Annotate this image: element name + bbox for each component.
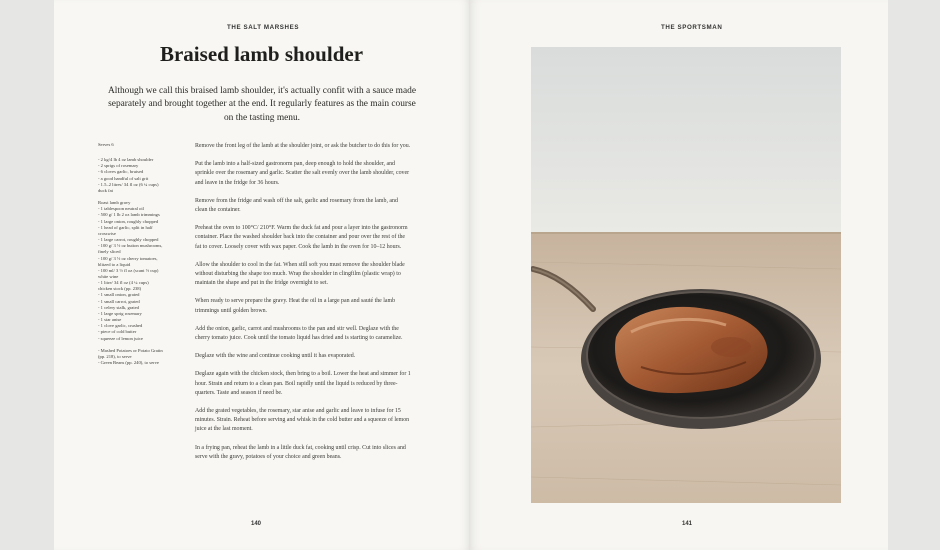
method-step: Allow the shoulder to cool in the fat. When still soft you must remove the shoulder blade without disturbing the shape too much. Wrap the shoulder in clingfilm (plastic wrap) to maintain the shape and put in the fridge overnight to set.: [195, 261, 405, 287]
running-head-left: THE SALT MARSHES: [227, 24, 300, 31]
ingredient-item: blitzed to a liquid: [98, 261, 131, 267]
ingredient-item: - 500 g/ 1 lb 2 oz lamb trimmings: [98, 212, 160, 218]
method-step: Add the onion, garlic, carrot and mushrooms to the pan and stir well. Deglaze with the cherry tomato juice. Cook until the tomato liquid has dried and is starting to caramelize.: [195, 325, 403, 342]
ingredients-list: [98, 142, 190, 372]
ingredient-item: - 1 litre/ 34 fl oz (4 ¼ cups): [98, 280, 149, 286]
ingredient-item: - 1 small carrot, grated: [98, 298, 140, 304]
recipe-intro: Although we call this braised lamb shoulder, it's actually confit with a sauce made separately and brought together at the end. It regularly features as the main course on the tasting menu.: [107, 86, 416, 123]
ingredient-item: duck fat: [98, 187, 113, 193]
ingredient-item: chicken stock (pp. 238): [98, 286, 142, 292]
ingredient-item: - 1 celery stalk, grated: [98, 304, 139, 310]
recipe-title: Braised lamb shoulder: [159, 42, 364, 66]
serves-label: Serves 6: [98, 142, 114, 147]
method-text: [195, 142, 411, 471]
left-page: [54, 0, 469, 550]
method-step: Preheat the oven to 100°C/ 210°F. Warm the duck fat and pour a layer into the gastronorm container. Place the washed shoulder back into the container and pour over the rest of the fat to cover. Loosely cover with wax paper. Cook the lamb in the oven for 10–12 hours.: [195, 225, 408, 250]
ingredient-item: - 1 head of garlic, split in half: [98, 224, 153, 230]
braised-lamb-photo: [531, 47, 841, 503]
method-step: In a frying pan, reheat the lamb in a little duck fat, cooking until crisp. Cut into slices and serve with the gravy, potatoes of your choice and green beans.: [195, 444, 406, 460]
method-step: Deglaze again with the chicken stock, then bring to a boil. Lower the heat and simmer for 1 hour. Strain and return to a clean pan. Boil rapidly until the liquid is reduced by three-quarters. Taste and season if need be.: [195, 371, 411, 396]
ingredient-item: finely sliced: [98, 249, 121, 255]
ingredient-item: - 1 star anise: [98, 317, 122, 323]
ingredient-item: - 6 cloves garlic, bruised: [98, 169, 144, 175]
method-step: Add the grated vegetables, the rosemary, star anise and garlic and leave to infuse for 15 minutes. Strain. Reheat before serving and whisk in the cold butter and a squeeze of lemon juice at the last moment.: [195, 408, 410, 433]
ingredient-item: - 2 kg/4 lb 4 oz lamb shoulder: [98, 157, 154, 163]
gravy-heading: Roast lamb gravy: [98, 200, 131, 206]
ingredient-item: - 1.5–2 litres/ 34 fl oz (6 ¼ cups): [98, 181, 159, 187]
method-step: Remove from the fridge and wash off the salt, garlic and rosemary from the lamb, and clean the container.: [195, 197, 398, 214]
ingredient-item: - Green Beans (pp. 240), to serve: [98, 360, 159, 365]
ingredient-item: - 1 large onion, roughly chopped: [98, 218, 159, 224]
method-step: When ready to serve prepare the gravy. Heat the oil in a large pan and sauté the lamb trimmings until golden brown.: [195, 298, 396, 314]
method-step: Remove the front leg of the lamb at the shoulder joint, or ask the butcher to do this for you.: [195, 143, 411, 149]
ingredient-item: - a good handful of salt grit: [98, 175, 149, 181]
ingredient-item: - 1 clove garlic, crushed: [98, 323, 143, 329]
ingredient-item: - 1 tablespoon neutral oil: [98, 206, 144, 212]
ingredient-item: (pp. 218), to serve: [98, 353, 132, 359]
ingredient-item: crosswise: [98, 230, 116, 236]
ingredient-item: - 1 large sprig rosemary: [98, 310, 142, 316]
page-number-right: 141: [682, 521, 693, 527]
ingredient-item: - 100 ml/ 3 ½ fl oz (scant ½ cup): [98, 267, 159, 273]
ingredient-item: - piece of cold butter: [98, 329, 137, 335]
ingredient-item: - 1 large carrot, roughly chopped: [98, 237, 159, 243]
ingredient-item: - Mashed Potatoes or Potato Gratin: [98, 347, 163, 353]
ingredient-item: - 100 g/ 3 ½ oz cherry tomatoes,: [98, 255, 158, 261]
ingredient-item: - 2 sprigs of rosemary: [98, 163, 139, 169]
right-page: [469, 0, 888, 550]
book-spread: [54, 0, 888, 550]
method-step: Put the lamb into a half-sized gastronorm pan, deep enough to hold the shoulder, and sprinkle over the rosemary and garlic. Scatter the salt evenly over the lamb shoulder, cover and leave in the fridge for 36 hours.: [195, 161, 410, 186]
ingredient-item: - 1 small onion, grated: [98, 292, 140, 298]
running-head-right: THE SPORTSMAN: [661, 24, 723, 31]
ingredient-item: - 100 g/ 3 ½ oz button mushrooms,: [98, 243, 163, 249]
ingredients-gravy-group: [98, 200, 190, 342]
lamb-pan-photo-icon: [531, 47, 841, 503]
page-number-left: 140: [251, 521, 262, 527]
ingredient-item: - squeeze of lemon juice: [98, 335, 143, 341]
method-step: Deglaze with the wine and continue cooking until it has evaporated.: [195, 353, 356, 360]
ingredient-item: white wine: [98, 273, 119, 279]
ingredients-serve-group: [98, 348, 190, 366]
ingredients-main-group: [98, 157, 190, 194]
